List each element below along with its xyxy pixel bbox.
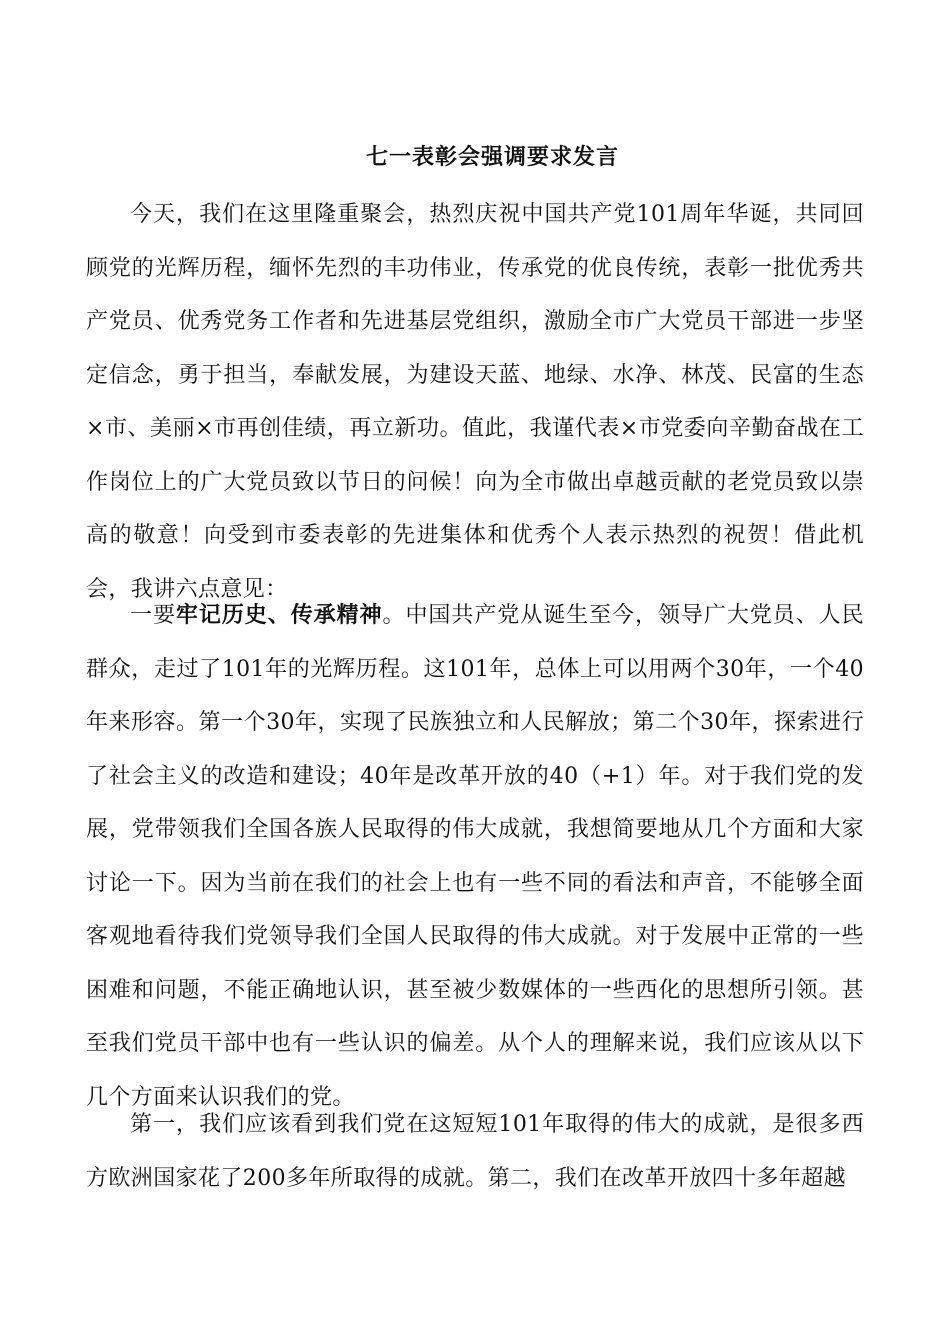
document-title: 七一表彰会强调要求发言 [365,144,619,170]
paragraph-heading-bold: 牢记历史、传承精神 [175,602,383,628]
paragraph-continuation: 第一，我们应该看到我们党在这短短101年取得的伟大的成就，是很多西方欧洲国家花了200多年所取得的成就。第二，我们在改革开放四十多年超越 [86,1112,864,1191]
paragraph-body: 。中国共产党从诞生至今，领导广大党员、人民群众，走过了101年的光辉历程。这101年，总体上可以用两个30年，一个40年来形容。第一个30年，实现了民族独立和人民解放；第二个30年，探索进行了社会主义的改造和建设；40年是改革开放的40（+1）年。对于我们党的发展，党带领我们全国各族人民取得的伟大成就，我想简要地从几个方面和大家讨论一下。因为当前在我们的社会上也有一些不同的看法和声音，不能够全面客观地看待我们党领导我们全国人民取得的伟大成就。对于发展中正常的一些困难和问题，不能正确地认识，甚至被少数媒体的一些西化的思想所引领。甚至我们党员干部中也有一些认识的偏差。从个人的理解来说，我们应该从以下几个方面来认识我们的党。 [86,603,864,1110]
paragraph-prefix: 一要 [130,603,176,628]
paragraph-opening: 今天，我们在这里隆重聚会，热烈庆祝中国共产党101周年华诞，共同回顾党的光辉历程，缅怀先烈的丰功伟业，传承党的优良传统，表彰一批优秀共产党员、优秀党务工作者和先进基层党组织，激励全市广大党员干部进一步坚定信念，勇于担当，奉献发展，为建设天蓝、地绿、水净、林茂、民富的生态×市、美丽×市再创佳绩，再立新功。值此，我谨代表×市党委向辛勤奋战在工作岗位上的广大党员致以节日的问候！向为全市做出卓越贡献的老党员致以崇高的敬意！向受到市委表彰的先进集体和优秀个人表示热烈的祝贺！借此机会，我讲六点意见： [86,202,864,602]
paragraph-first-point [86,589,864,1124]
